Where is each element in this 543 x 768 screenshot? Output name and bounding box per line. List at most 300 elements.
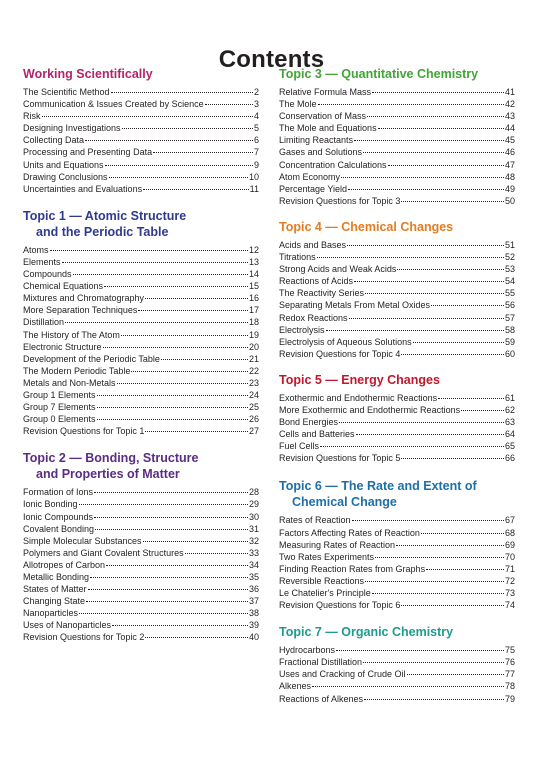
contents-entry[interactable] — [23, 146, 259, 158]
entry-title: Uses of Nanoparticles — [23, 620, 112, 631]
entry-title: Hydrocarbons — [279, 645, 336, 656]
entry-page-number: 54 — [504, 276, 515, 287]
entry-page-number: 67 — [504, 515, 515, 526]
contents-entry[interactable] — [279, 183, 515, 195]
section-heading-line: Chemical Change — [292, 495, 397, 510]
entry-title: Atom Economy — [279, 171, 341, 182]
entry-title: Le Chatelier's Principle — [279, 588, 371, 598]
entry-page-number: 71 — [504, 563, 515, 574]
entry-page-number: 66 — [504, 453, 515, 464]
entry-title: Revision Questions for Topic 2 — [23, 632, 145, 643]
entry-page-number: 40 — [248, 632, 259, 643]
entry-page-number: 55 — [504, 288, 515, 299]
contents-entry[interactable] — [279, 551, 515, 563]
entry-title: Elements — [23, 256, 61, 267]
entry-page-number: 14 — [248, 269, 259, 280]
dot-leader — [347, 245, 504, 246]
contents-section-topic-1-atomic-structure — [23, 208, 259, 438]
dot-leader — [161, 359, 248, 360]
entry-title: Acids and Bases — [279, 239, 347, 250]
dot-leader — [122, 128, 253, 129]
entry-page-number: 16 — [248, 293, 259, 304]
entry-title: Uses and Cracking of Crude Oil — [279, 669, 406, 680]
entry-title: Processing and Presenting Data — [23, 147, 153, 158]
section-heading-line: Working Scientifically — [23, 67, 153, 81]
entry-title: Units and Equations — [23, 159, 104, 170]
entry-title: Polymers and Giant Covalent Structures — [23, 547, 184, 558]
contents-entry-list — [279, 644, 515, 704]
entry-page-number: 36 — [248, 584, 259, 595]
entry-title: The Reactivity Series — [279, 288, 365, 299]
dot-leader — [413, 342, 504, 343]
dot-leader — [94, 492, 248, 493]
entry-title: Designing Investigations — [23, 123, 121, 134]
contents-entry[interactable] — [23, 498, 259, 510]
contents-section-topic-2-bonding-structure — [23, 450, 259, 643]
contents-entry[interactable] — [23, 280, 259, 292]
entry-page-number: 6 — [253, 135, 259, 146]
contents-entry[interactable] — [279, 644, 515, 656]
dot-leader — [352, 520, 504, 521]
entry-page-number: 22 — [248, 365, 259, 376]
dot-leader — [401, 201, 504, 202]
contents-entry[interactable] — [23, 401, 259, 413]
dot-leader — [426, 569, 504, 570]
entry-title: Development of the Periodic Table — [23, 353, 160, 364]
dot-leader — [106, 565, 248, 566]
dot-leader — [431, 305, 504, 306]
dot-leader — [85, 140, 253, 141]
contents-entry[interactable] — [23, 304, 259, 316]
section-heading — [279, 219, 515, 235]
contents-entry[interactable] — [279, 563, 515, 575]
contents-entry[interactable] — [279, 287, 515, 299]
contents-entry[interactable] — [23, 425, 259, 437]
contents-entry[interactable] — [279, 122, 515, 134]
entry-page-number: 10 — [248, 171, 259, 182]
entry-title: Ionic Compounds — [23, 511, 94, 522]
entry-page-number: 42 — [504, 99, 515, 110]
dot-leader — [396, 545, 504, 546]
dot-leader — [97, 407, 248, 408]
entry-page-number: 59 — [504, 336, 515, 347]
entry-page-number: 69 — [504, 539, 515, 550]
dot-leader — [73, 274, 248, 275]
entry-page-number: 57 — [504, 312, 515, 323]
contents-entry[interactable] — [23, 619, 259, 631]
contents-entry[interactable] — [23, 547, 259, 559]
entry-title: Atoms — [23, 244, 49, 255]
entry-page-number: 73 — [504, 588, 515, 598]
dot-leader — [145, 431, 248, 432]
contents-entry[interactable] — [279, 146, 515, 158]
contents-entry[interactable] — [279, 440, 515, 452]
contents-entry[interactable] — [279, 693, 515, 705]
entry-page-number: 18 — [248, 317, 259, 328]
dot-leader — [372, 593, 504, 594]
contents-entry[interactable] — [23, 134, 259, 146]
entry-title: Group 0 Elements — [23, 414, 96, 425]
entry-title: Concentration Calculations — [279, 159, 387, 170]
entry-page-number: 64 — [504, 429, 515, 440]
contents-entry[interactable] — [279, 428, 515, 440]
contents-entry[interactable] — [23, 571, 259, 583]
dot-leader — [62, 262, 248, 263]
dot-leader — [205, 104, 253, 105]
entry-title: Revision Questions for Topic 5 — [279, 453, 401, 464]
entry-title: Group 7 Elements — [23, 402, 96, 413]
entry-page-number: 56 — [504, 300, 515, 311]
contents-entry[interactable] — [23, 98, 259, 110]
dot-leader — [86, 601, 248, 602]
entry-page-number: 45 — [504, 135, 515, 146]
contents-entry[interactable] — [23, 256, 259, 268]
contents-entry[interactable] — [279, 275, 515, 287]
contents-entry[interactable] — [279, 514, 515, 526]
dot-leader — [372, 92, 504, 93]
dot-leader — [312, 686, 504, 687]
entry-title: Collecting Data — [23, 135, 85, 146]
entry-page-number: 29 — [248, 499, 259, 510]
entry-title: Measuring Rates of Reaction — [279, 539, 396, 550]
dot-leader — [438, 398, 504, 399]
entry-title: Bond Energies — [279, 417, 339, 428]
dot-leader — [153, 152, 253, 153]
entry-page-number: 12 — [248, 244, 259, 255]
contents-entry[interactable] — [23, 268, 259, 280]
entry-page-number: 70 — [504, 551, 515, 562]
section-heading-line: Topic 1 — Atomic Structure — [23, 208, 187, 223]
entry-page-number: 47 — [504, 159, 515, 170]
entry-page-number: 68 — [504, 527, 515, 538]
entry-title: Two Rates Experiments — [279, 551, 375, 562]
entry-page-number: 17 — [248, 305, 259, 316]
entry-page-number: 2 — [253, 87, 259, 97]
dot-leader — [95, 529, 248, 530]
dot-leader — [461, 410, 504, 411]
entry-page-number: 52 — [504, 252, 515, 263]
contents-entry[interactable] — [279, 452, 515, 464]
contents-entry[interactable] — [23, 389, 259, 401]
entry-title: Ionic Bonding — [23, 499, 78, 510]
entry-page-number: 78 — [504, 681, 515, 692]
contents-entry[interactable] — [23, 413, 259, 425]
contents-entry[interactable] — [279, 312, 515, 324]
contents-entry[interactable] — [279, 575, 515, 587]
entry-page-number: 7 — [253, 147, 259, 158]
section-heading-line: and Properties of Matter — [36, 467, 180, 482]
contents-entry[interactable] — [23, 583, 259, 595]
contents-entry-list — [279, 239, 515, 360]
entry-title: Compounds — [23, 269, 72, 280]
entry-page-number: 60 — [504, 348, 515, 359]
entry-title: Group 1 Elements — [23, 389, 96, 400]
dot-leader — [79, 504, 248, 505]
dot-leader — [185, 553, 248, 554]
contents-entry[interactable] — [279, 680, 515, 692]
dot-leader — [121, 335, 248, 336]
entry-title: Titrations — [279, 252, 316, 263]
section-heading — [279, 372, 515, 388]
entry-title: Rates of Reaction — [279, 515, 351, 526]
entry-title: Electronic Structure — [23, 341, 102, 352]
entry-page-number: 23 — [248, 377, 259, 388]
entry-page-number: 32 — [248, 535, 259, 546]
dot-leader — [407, 674, 504, 675]
contents-entry[interactable] — [23, 631, 259, 643]
dot-leader — [341, 177, 504, 178]
contents-entry[interactable] — [23, 122, 259, 134]
section-heading-line: Topic 4 — Chemical Changes — [279, 219, 454, 234]
entry-page-number: 26 — [248, 414, 259, 425]
contents-section-topic-5-energy-changes — [279, 372, 515, 465]
section-heading — [279, 478, 515, 510]
dot-leader — [109, 177, 248, 178]
dot-leader — [354, 281, 504, 282]
contents-entry[interactable] — [279, 239, 515, 251]
contents-entry[interactable] — [23, 86, 259, 98]
entry-title: Fractional Distillation — [279, 657, 363, 668]
entry-title: Nanoparticles — [23, 608, 79, 619]
entry-page-number: 43 — [504, 111, 515, 122]
contents-entry[interactable] — [23, 183, 259, 195]
entry-page-number: 24 — [248, 389, 259, 400]
contents-entry[interactable] — [279, 110, 515, 122]
contents-entry[interactable] — [279, 668, 515, 680]
dot-leader — [320, 446, 504, 447]
entry-title: Cells and Batteries — [279, 429, 355, 440]
contents-entry[interactable] — [23, 365, 259, 377]
entry-page-number: 11 — [249, 183, 259, 194]
dot-leader — [356, 434, 504, 435]
contents-entry[interactable] — [23, 607, 259, 619]
entry-title: Reactions of Acids — [279, 276, 354, 287]
contents-entry[interactable] — [279, 527, 515, 539]
dot-leader — [421, 533, 504, 534]
contents-entry[interactable] — [23, 171, 259, 183]
contents-entry[interactable] — [23, 341, 259, 353]
dot-leader — [365, 293, 504, 294]
entry-title: Covalent Bonding — [23, 523, 95, 534]
entry-title: Limiting Reactants — [279, 135, 354, 146]
entry-title: Revision Questions for Topic 3 — [279, 195, 401, 206]
entry-title: Allotropes of Carbon — [23, 559, 106, 570]
dot-leader — [143, 189, 249, 190]
section-heading — [279, 624, 515, 640]
dot-leader — [112, 625, 248, 626]
contents-entry[interactable] — [23, 353, 259, 365]
dot-leader — [145, 298, 248, 299]
entry-page-number: 5 — [253, 123, 259, 134]
contents-entry[interactable] — [279, 195, 515, 207]
entry-title: Fuel Cells — [279, 441, 320, 452]
entry-title: Revision Questions for Topic 1 — [23, 426, 145, 437]
entry-title: Strong Acids and Weak Acids — [279, 264, 397, 275]
contents-entry[interactable] — [279, 134, 515, 146]
dot-leader — [90, 577, 248, 578]
dot-leader — [79, 613, 248, 614]
entry-title: The Mole and Equations — [279, 123, 377, 134]
entry-title: Electrolysis — [279, 324, 325, 335]
dot-leader — [326, 330, 504, 331]
entry-page-number: 20 — [248, 341, 259, 352]
dot-leader — [105, 165, 253, 166]
dot-leader — [388, 165, 504, 166]
contents-entry[interactable] — [279, 336, 515, 348]
contents-entry[interactable] — [279, 324, 515, 336]
contents-entry-list — [23, 244, 259, 438]
contents-entry[interactable] — [23, 244, 259, 256]
entry-page-number: 50 — [504, 195, 515, 206]
entry-title: More Separation Techniques — [23, 305, 138, 316]
entry-title: Uncertainties and Evaluations — [23, 183, 143, 194]
contents-entry[interactable] — [279, 263, 515, 275]
contents-entry-list — [23, 486, 259, 643]
contents-entry[interactable] — [23, 559, 259, 571]
entry-title: Separating Metals From Metal Oxides — [279, 300, 431, 311]
entry-page-number: 51 — [504, 239, 515, 250]
dot-leader — [42, 116, 253, 117]
entry-title: Changing State — [23, 596, 86, 607]
contents-entry[interactable] — [279, 348, 515, 360]
contents-entry[interactable] — [279, 251, 515, 263]
entry-title: Drawing Conclusions — [23, 171, 108, 182]
page-title: Contents — [218, 46, 325, 74]
contents-entry[interactable] — [23, 523, 259, 535]
contents-right-column — [279, 66, 515, 705]
dot-leader — [348, 189, 504, 190]
contents-entry[interactable] — [23, 110, 259, 122]
contents-entry[interactable] — [279, 299, 515, 311]
entry-title: Conservation of Mass — [279, 111, 367, 122]
dot-leader — [401, 354, 504, 355]
contents-entry[interactable] — [279, 539, 515, 551]
contents-entry[interactable] — [23, 511, 259, 523]
dot-leader — [375, 557, 504, 558]
dot-leader — [143, 541, 248, 542]
contents-entry[interactable] — [279, 587, 515, 599]
dot-leader — [336, 650, 504, 651]
contents-entry-list — [279, 86, 515, 207]
dot-leader — [401, 605, 504, 606]
contents-section-topic-6-the-rate-and-extent-of — [279, 478, 515, 611]
dot-leader — [111, 92, 253, 93]
contents-entry[interactable] — [23, 292, 259, 304]
dot-leader — [349, 318, 504, 319]
contents-entry[interactable] — [23, 377, 259, 389]
dot-leader — [378, 128, 504, 129]
entry-page-number: 46 — [504, 147, 515, 158]
contents-entry[interactable] — [279, 416, 515, 428]
dot-leader — [339, 422, 504, 423]
contents-entry[interactable] — [23, 595, 259, 607]
section-heading-line: and the Periodic Table — [36, 224, 169, 239]
contents-entry[interactable] — [23, 159, 259, 171]
entry-page-number: 38 — [248, 608, 259, 619]
contents-entry[interactable] — [279, 98, 515, 110]
entry-page-number: 62 — [504, 404, 515, 415]
entry-title: Chemical Equations — [23, 281, 104, 292]
contents-entry[interactable] — [279, 159, 515, 171]
dot-leader — [138, 310, 248, 311]
dot-leader — [363, 152, 504, 153]
entry-title: Reversible Reactions — [279, 575, 365, 586]
dot-leader — [65, 322, 248, 323]
entry-title: Factors Affecting Rates of Reaction — [279, 527, 420, 538]
contents-entry[interactable] — [23, 316, 259, 328]
section-heading — [23, 450, 259, 482]
entry-page-number: 9 — [253, 159, 259, 170]
entry-title: Simple Molecular Substances — [23, 535, 142, 546]
entry-title: Reactions of Alkenes — [279, 693, 364, 704]
contents-entry[interactable] — [279, 86, 515, 98]
dot-leader — [145, 637, 248, 638]
contents-entry[interactable] — [279, 404, 515, 416]
contents-entry-list — [279, 514, 515, 611]
contents-left-column — [23, 66, 259, 644]
contents-section-topic-4-chemical-changes — [279, 219, 515, 360]
contents-entry[interactable] — [279, 392, 515, 404]
contents-entry[interactable] — [279, 599, 515, 611]
entry-page-number: 15 — [248, 281, 259, 292]
dot-leader — [88, 589, 248, 590]
dot-leader — [401, 458, 504, 459]
section-heading-line: Topic 3 — Quantitative Chemistry — [279, 67, 479, 81]
entry-page-number: 33 — [248, 547, 259, 558]
section-heading — [23, 208, 259, 240]
entry-page-number: 58 — [504, 324, 515, 335]
entry-title: The Mole — [279, 99, 317, 110]
dot-leader — [365, 581, 504, 582]
contents-entry[interactable] — [279, 656, 515, 668]
contents-entry[interactable] — [279, 171, 515, 183]
entry-page-number: 48 — [504, 171, 515, 182]
entry-title: Revision Questions for Topic 4 — [279, 348, 401, 359]
entry-page-number: 63 — [504, 417, 515, 428]
entry-title: Mixtures and Chromatography — [23, 293, 145, 304]
section-heading-line: Topic 2 — Bonding, Structure — [23, 451, 199, 466]
section-heading-line: Topic 7 — Organic Chemistry — [279, 625, 454, 640]
entry-page-number: 21 — [248, 353, 259, 364]
entry-page-number: 49 — [504, 183, 515, 194]
entry-page-number: 72 — [504, 575, 515, 586]
entry-title: Gases and Solutions — [279, 147, 363, 158]
contents-entry[interactable] — [23, 486, 259, 498]
entry-page-number: 25 — [248, 402, 259, 413]
entry-title: Electrolysis of Aqueous Solutions — [279, 336, 412, 347]
contents-section-working-scientifically — [23, 66, 259, 195]
entry-page-number: 31 — [248, 523, 259, 534]
entry-title: Finding Reaction Rates from Graphs — [279, 563, 426, 574]
dot-leader — [364, 699, 504, 700]
entry-page-number: 53 — [504, 264, 515, 275]
entry-title: Alkenes — [279, 681, 312, 692]
section-heading — [279, 66, 515, 82]
dot-leader — [131, 371, 248, 372]
entry-title: Revision Questions for Topic 6 — [279, 600, 401, 611]
contents-entry[interactable] — [23, 329, 259, 341]
entry-title: Formation of Ions — [23, 487, 94, 498]
entry-title: Communication & Issues Created by Science — [23, 99, 204, 110]
dot-leader — [117, 383, 248, 384]
dot-leader — [50, 250, 248, 251]
contents-entry[interactable] — [23, 535, 259, 547]
entry-title: More Exothermic and Endothermic Reactions — [279, 404, 461, 415]
entry-title: Exothermic and Endothermic Reactions — [279, 392, 438, 403]
entry-page-number: 19 — [248, 329, 259, 340]
entry-page-number: 41 — [504, 87, 515, 97]
entry-title: The Modern Periodic Table — [23, 365, 131, 376]
